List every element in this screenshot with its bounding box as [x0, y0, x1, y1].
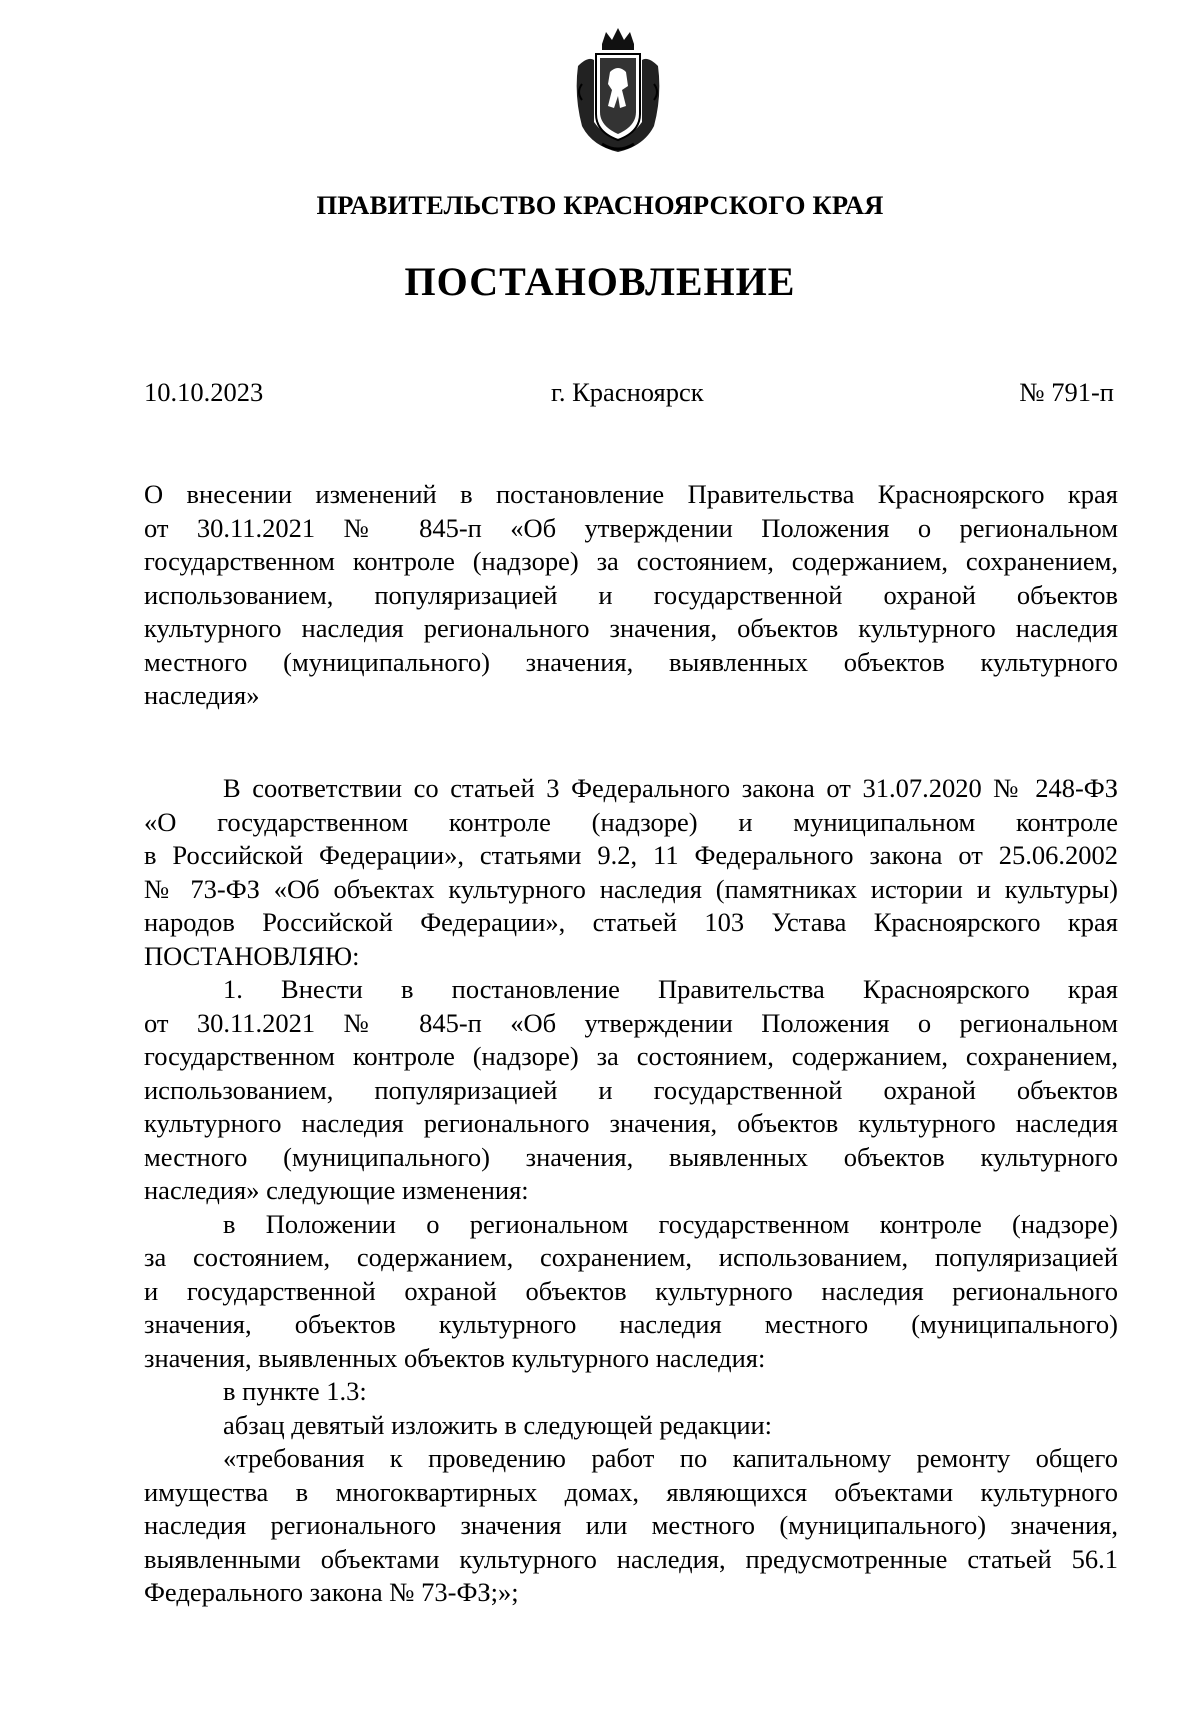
body-line: за состоянием, содержанием, сохранением, использованием, популяризацией [144, 1242, 1118, 1272]
document-subject [144, 478, 1118, 713]
document-body [144, 772, 1118, 1610]
subject-line: местного (муниципального) значения, выявленных объектов культурного [144, 646, 1118, 677]
body-line: народов Российской Федерации», статьей 103 Устава Красноярского края [144, 907, 1118, 937]
body-line: В соответствии со статьей 3 Федерального закона от 31.07.2020 № 248-ФЗ [223, 773, 1118, 803]
body-line: в пункте 1.3: [223, 1376, 367, 1406]
body-line: Федерального закона № 73-ФЗ;»; [144, 1577, 519, 1607]
body-line: в Положении о региональном государственном контроле (надзоре) [223, 1208, 1118, 1239]
subject-line: государственном контроле (надзоре) за состоянием, содержанием, сохранением, [144, 546, 1118, 576]
subject-line: использованием, популяризацией и государственной охраной объектов [144, 579, 1118, 610]
government-name: ПРАВИТЕЛЬСТВО КРАСНОЯРСКОГО КРАЯ [316, 190, 884, 220]
body-line: местного (муниципального) значения, выявленных объектов культурного [144, 1141, 1118, 1172]
subject-line: от 30.11.2021 № 845-п «Об утверждении Положения о региональном [144, 512, 1118, 543]
subject-line: О внесении изменений в постановление Правительства Красноярского края [144, 479, 1118, 509]
body-line: использованием, популяризацией и государственной охраной объектов [144, 1074, 1118, 1105]
body-line: в Российской Федерации», статьями 9.2, 11 Федерального закона от 25.06.2002 [144, 840, 1118, 870]
body-line: «О государственном контроле (надзоре) и муниципальном контроле [144, 806, 1118, 837]
subject-line: культурного наследия регионального значения, объектов культурного наследия [144, 613, 1118, 643]
document-date: 10.10.2023 [144, 377, 264, 407]
coat-of-arms-icon [572, 26, 664, 156]
body-line: наследия» следующие изменения: [144, 1175, 529, 1205]
document-city: г. Красноярск [551, 377, 704, 407]
body-line: выявленными объектами культурного наследия, предусмотренные статьей 56.1 [144, 1543, 1118, 1574]
document-number: № 791-п [1019, 377, 1114, 407]
body-line: государственном контроле (надзоре) за состоянием, содержанием, сохранением, [144, 1041, 1118, 1071]
body-line: от 30.11.2021 № 845-п «Об утверждении Положения о региональном [144, 1007, 1118, 1038]
body-line: культурного наследия регионального значения, объектов культурного наследия [144, 1108, 1118, 1138]
body-line: значения, объектов культурного наследия местного (муниципального) [144, 1309, 1118, 1339]
body-line: № 73-ФЗ «Об объектах культурного наследия (памятниках истории и культуры) [144, 873, 1118, 904]
body-line: ПОСТАНОВЛЯЮ: [144, 940, 360, 971]
body-line: и государственной охраной объектов культурного наследия регионального [144, 1275, 1118, 1306]
subject-line: наследия» [144, 680, 260, 710]
body-line: значения, выявленных объектов культурного наследия: [144, 1342, 766, 1373]
body-line: имущества в многоквартирных домах, являющихся объектами культурного [144, 1476, 1118, 1507]
body-line: 1. Внести в постановление Правительства Красноярского края [223, 974, 1118, 1004]
document-type-title: ПОСТАНОВЛЕНИЕ [404, 259, 796, 304]
body-line: наследия регионального значения или местного (муниципального) значения, [144, 1510, 1118, 1540]
body-line: «требования к проведению работ по капитальному ремонту общего [223, 1443, 1118, 1473]
body-line: абзац девятый изложить в следующей редакции: [223, 1409, 773, 1440]
